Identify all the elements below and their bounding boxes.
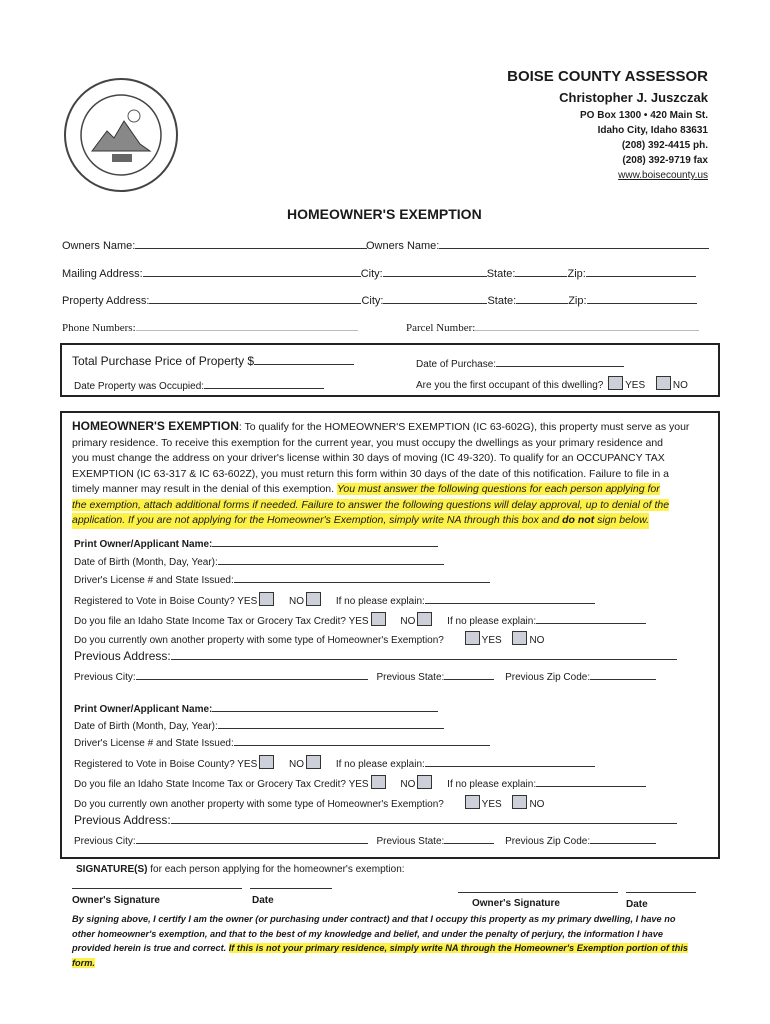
owner-signature-label-1: Owner's Signature xyxy=(72,895,160,906)
exemption-line7b: do not xyxy=(562,514,595,526)
applicant2-name-row xyxy=(74,701,438,715)
state-field[interactable] xyxy=(515,266,567,277)
exemption-heading: HOMEOWNER'S EXEMPTION xyxy=(72,419,239,433)
county-assessor-title: BOISE COUNTY ASSESSOR xyxy=(507,68,708,85)
print-owner-label: Print Owner/Applicant Name: xyxy=(74,704,213,715)
exemption-line6: the exemption, attach additional forms if needed. Failure to answer the following questions will delay approval, up to denial of the xyxy=(72,498,670,511)
mailing-field[interactable] xyxy=(143,266,361,277)
own-another-label: Do you currently own another property with some type of Homeowner's Exemption? xyxy=(74,799,444,810)
signature-label-bold: SIGNATURE(S) xyxy=(76,864,148,875)
dob-label: Date of Birth (Month, Day, Year): xyxy=(74,721,218,732)
yes-label: YES xyxy=(625,380,646,391)
tax-no-checkbox[interactable] xyxy=(417,612,432,626)
owners-name-row-2 xyxy=(366,238,709,252)
applicant2-prev-zip-field[interactable] xyxy=(590,833,656,844)
parcel-field[interactable] xyxy=(475,320,699,331)
owners-name-row-1 xyxy=(62,238,367,252)
applicant2-prev-city-row xyxy=(74,833,656,847)
date-line-1[interactable] xyxy=(250,888,332,889)
property-row xyxy=(62,293,697,307)
owners-name-label: Owners Name: xyxy=(366,240,440,252)
no-label: NO xyxy=(289,596,305,607)
if-no-label: If no please explain: xyxy=(335,759,425,770)
exemption-paragraph xyxy=(72,419,689,529)
exemption-line3: you must change the address on your driver's license within 30 days of moving (IC 49-320). To qualify for an OCCUPANCY TAX xyxy=(72,452,665,464)
signature-line-1[interactable] xyxy=(72,888,242,889)
applicant2-name-field[interactable] xyxy=(212,701,438,712)
state-label: State: xyxy=(486,268,516,280)
purchase-price-field[interactable] xyxy=(254,354,354,365)
if-no-label: If no please explain: xyxy=(447,779,537,790)
date-line-2[interactable] xyxy=(626,892,696,893)
registered-label: Registered to Vote in Boise County? YES xyxy=(74,759,258,770)
license-label: Driver's License # and State Issued: xyxy=(74,738,234,749)
date-label-1: Date xyxy=(252,895,274,906)
city-label: City: xyxy=(361,295,384,307)
applicant2-prev-city-field[interactable] xyxy=(136,833,368,844)
exemption-line5b: You must answer the following questions for each person applying for xyxy=(336,483,660,495)
applicant1-dob-field[interactable] xyxy=(218,554,444,565)
cert-line1: By signing above, I certify I am the owner (or purchasing under contract) and that I occupy this property as my primary dwelling, I have no xyxy=(72,914,676,924)
applicant2-prev-address-field[interactable] xyxy=(171,813,677,824)
prev-address-label: Previous Address: xyxy=(74,649,171,663)
fax: (208) 392-9719 fax xyxy=(622,155,708,166)
phone-field[interactable] xyxy=(136,320,358,331)
purchase-date-label: Date of Purchase: xyxy=(416,359,497,370)
occupied-row xyxy=(74,378,324,392)
no-label: NO xyxy=(400,616,416,627)
tax-label: Do you file an Idaho State Income Tax or Grocery Tax Credit? YES xyxy=(74,779,369,790)
vote-explain-field-2[interactable] xyxy=(425,756,595,767)
owners-name-field-2[interactable] xyxy=(439,238,709,249)
phone-label: Phone Numbers: xyxy=(62,322,136,334)
zip-label: Zip: xyxy=(567,268,586,280)
applicant1-license-field[interactable] xyxy=(234,572,490,583)
county-seal xyxy=(62,76,180,194)
no-label: NO xyxy=(289,759,305,770)
exemption-line7a: application. If you are not applying for the Homeowner's Exemption, simply write NA through this box and xyxy=(72,514,563,526)
zip-field[interactable] xyxy=(586,266,696,277)
occupied-field[interactable] xyxy=(204,378,324,389)
vote-yes-checkbox[interactable] xyxy=(259,592,274,606)
first-occupant-label: Are you the first occupant of this dwelling? xyxy=(416,380,604,391)
prev-address-label: Previous Address: xyxy=(74,813,171,827)
no-label: NO xyxy=(529,635,545,646)
tax-explain-field[interactable] xyxy=(536,613,646,624)
address-line1: PO Box 1300 • 420 Main St. xyxy=(580,110,708,121)
prev-state-label: Previous State: xyxy=(376,672,445,683)
owner-signature-label-2: Owner's Signature xyxy=(472,898,560,909)
purchase-date-field[interactable] xyxy=(496,356,624,367)
applicant2-dob-row xyxy=(74,718,444,732)
applicant1-tax-row xyxy=(74,612,646,627)
applicant1-vote-row xyxy=(74,592,595,607)
cert-line4: form. xyxy=(72,957,95,968)
vote-explain-field[interactable] xyxy=(425,593,595,604)
parcel-label: Parcel Number: xyxy=(406,322,476,334)
applicant1-prev-city-field[interactable] xyxy=(136,669,368,680)
owners-name-label: Owners Name: xyxy=(62,240,136,252)
first-occupant-row xyxy=(416,376,688,391)
signature-label-rest: for each person applying for the homeowner's exemption: xyxy=(147,864,405,875)
prev-zip-label: Previous Zip Code: xyxy=(505,836,591,847)
applicant1-prev-zip-field[interactable] xyxy=(590,669,656,680)
prev-state-label: Previous State: xyxy=(376,836,445,847)
tax-explain-field-2[interactable] xyxy=(536,776,646,787)
applicant1-prev-address-row xyxy=(74,649,677,663)
applicant1-own-row xyxy=(74,631,544,646)
city-label: City: xyxy=(360,268,383,280)
mailing-row xyxy=(62,266,696,280)
license-label: Driver's License # and State Issued: xyxy=(74,575,234,586)
mailing-label: Mailing Address: xyxy=(62,268,143,280)
vote-no-checkbox[interactable] xyxy=(306,592,321,606)
property-field[interactable] xyxy=(149,293,361,304)
vote-no-checkbox-2[interactable] xyxy=(306,755,321,769)
applicant1-dob-row xyxy=(74,554,444,568)
no-label: NO xyxy=(672,380,688,391)
zip-field-2[interactable] xyxy=(587,293,697,304)
if-no-label: If no please explain: xyxy=(447,616,537,627)
applicant1-license-row xyxy=(74,572,490,586)
purchase-date-row xyxy=(416,356,624,370)
applicant2-prev-address-row xyxy=(74,813,677,827)
prev-city-label: Previous City: xyxy=(74,836,136,847)
address-line2: Idaho City, Idaho 83631 xyxy=(597,125,708,136)
state-field-2[interactable] xyxy=(516,293,568,304)
city-field[interactable] xyxy=(383,266,487,277)
exemption-line1: : To qualify for the HOMEOWNER'S EXEMPTION (IC 63-602G), this property must serve as your xyxy=(238,421,690,433)
owners-name-field[interactable] xyxy=(135,238,367,249)
form-title: HOMEOWNER'S EXEMPTION xyxy=(287,206,482,222)
applicant2-license-row xyxy=(74,735,490,749)
property-label: Property Address: xyxy=(62,295,150,307)
prev-city-label: Previous City: xyxy=(74,672,136,683)
purchase-price-label: Total Purchase Price of Property $ xyxy=(72,354,255,368)
state-label: State: xyxy=(487,295,517,307)
zip-label: Zip: xyxy=(568,295,587,307)
registered-label: Registered to Vote in Boise County? YES xyxy=(74,596,258,607)
applicant2-prev-state-field[interactable] xyxy=(444,833,494,844)
website-link[interactable]: www.boisecounty.us xyxy=(618,170,708,181)
phone: (208) 392-4415 ph. xyxy=(621,140,708,151)
prev-zip-label: Previous Zip Code: xyxy=(505,672,591,683)
applicant1-name-field[interactable] xyxy=(212,536,438,547)
signature-line-2[interactable] xyxy=(458,892,618,893)
applicant2-vote-row xyxy=(74,755,595,770)
exemption-line7c: sign below. xyxy=(594,514,650,526)
applicant2-own-row xyxy=(74,795,544,810)
own-no-checkbox[interactable] xyxy=(512,631,527,645)
own-another-label: Do you currently own another property with some type of Homeowner's Exemption? xyxy=(74,635,444,646)
applicant2-dob-field[interactable] xyxy=(218,718,444,729)
own-yes-checkbox-2[interactable] xyxy=(465,795,480,809)
signature-label-row xyxy=(76,864,405,875)
first-occupant-no-checkbox[interactable] xyxy=(656,376,671,390)
parcel-row xyxy=(406,320,699,334)
tax-yes-checkbox-2[interactable] xyxy=(371,775,386,789)
print-owner-label: Print Owner/Applicant Name: xyxy=(74,539,213,550)
applicant2-license-field[interactable] xyxy=(234,735,490,746)
exemption-line2: primary residence. To receive this exemption for the current year, you must occupy the dwellings as your primary residence and xyxy=(72,436,663,449)
yes-label: YES xyxy=(481,799,502,810)
phone-row xyxy=(62,320,358,334)
exemption-line5a: timely manner may result in the denial of this exemption. xyxy=(72,483,335,495)
if-no-label: If no please explain: xyxy=(335,596,425,607)
yes-label: YES xyxy=(481,635,502,646)
applicant1-prev-city-row xyxy=(74,669,656,683)
tax-label: Do you file an Idaho State Income Tax or Grocery Tax Credit? YES xyxy=(74,616,369,627)
no-label: NO xyxy=(400,779,416,790)
applicant1-prev-state-field[interactable] xyxy=(444,669,494,680)
cert-line2: other homeowner's exemption, and that to the best of my knowledge and belief, and under the penalty of perjury, the information I have xyxy=(72,928,663,939)
first-occupant-yes-checkbox[interactable] xyxy=(608,376,623,390)
purchase-price-row xyxy=(72,354,354,368)
date-label-2: Date xyxy=(626,899,648,910)
cert-line3b: If this is not your primary residence, simply write NA through the Homeowner's Exemption portion of this xyxy=(228,943,688,953)
no-label: NO xyxy=(529,799,545,810)
vote-yes-checkbox-2[interactable] xyxy=(259,755,274,769)
occupied-label: Date Property was Occupied: xyxy=(74,381,205,392)
cert-line3a: provided herein is true and correct. xyxy=(72,943,229,953)
city-field-2[interactable] xyxy=(383,293,487,304)
applicant1-prev-address-field[interactable] xyxy=(171,649,677,660)
tax-yes-checkbox[interactable] xyxy=(371,612,386,626)
own-yes-checkbox[interactable] xyxy=(465,631,480,645)
certification-text xyxy=(72,912,688,970)
assessor-name: Christopher J. Juszczak xyxy=(559,90,708,105)
applicant1-name-row xyxy=(74,536,438,550)
tax-no-checkbox-2[interactable] xyxy=(417,775,432,789)
dob-label: Date of Birth (Month, Day, Year): xyxy=(74,557,218,568)
exemption-line4: EXEMPTION (IC 63-317 & IC 63-602Z), you must return this form within 30 days of the date of this notification. Failure to file in a xyxy=(72,467,670,480)
applicant2-tax-row xyxy=(74,775,646,790)
own-no-checkbox-2[interactable] xyxy=(512,795,527,809)
